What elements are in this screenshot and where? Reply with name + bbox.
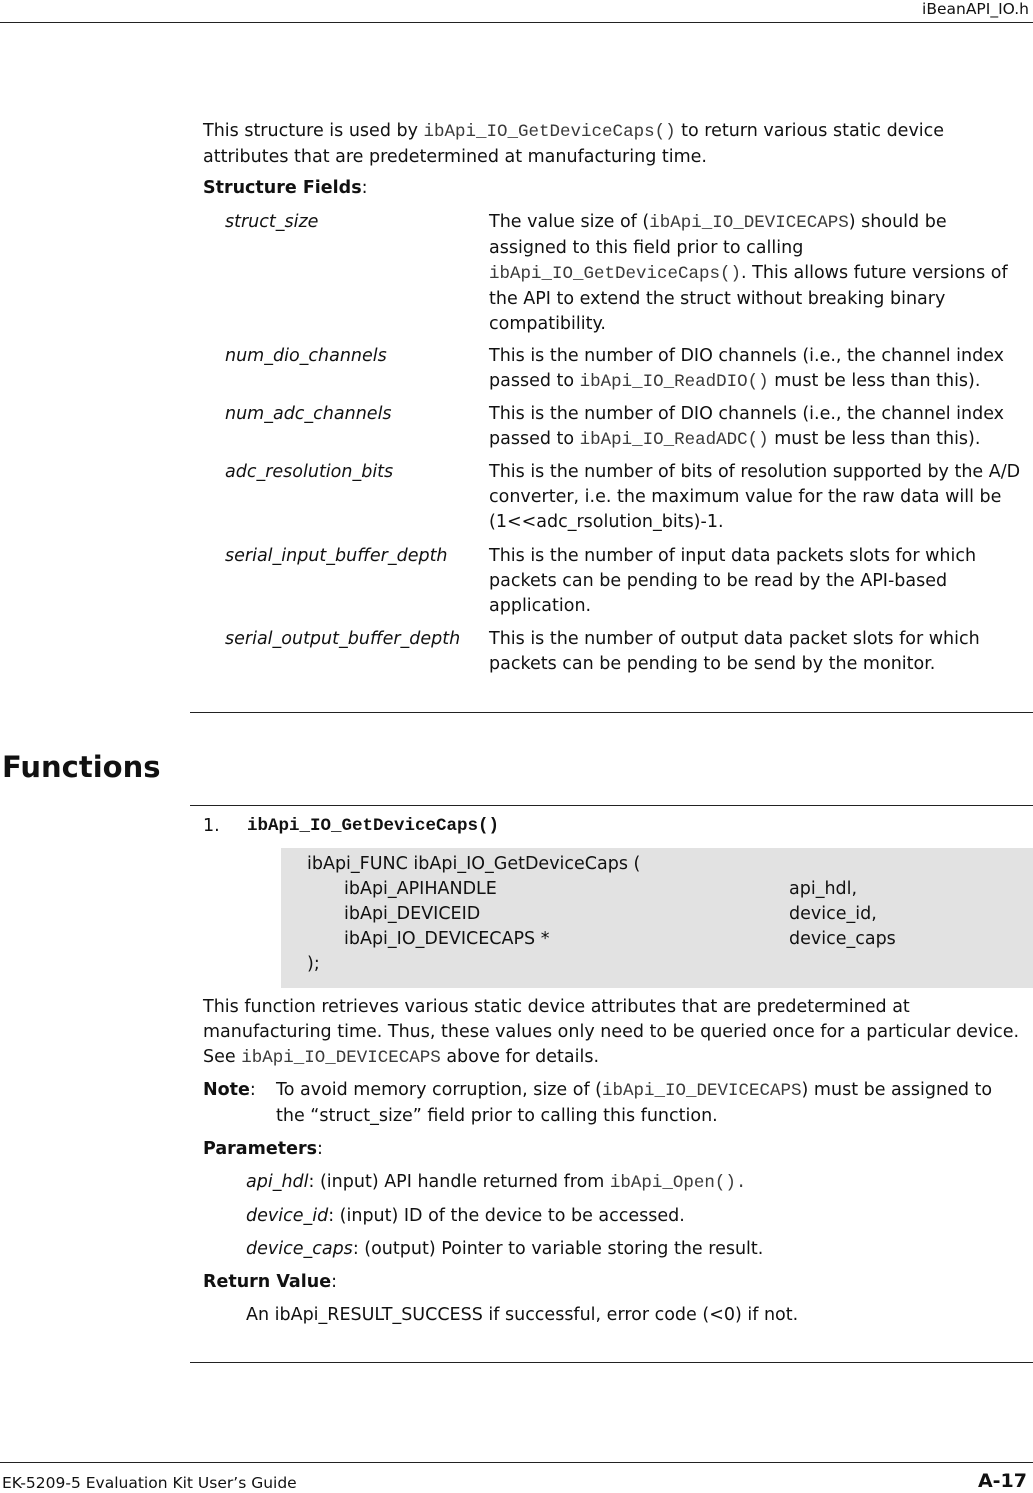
field-name-adc-resolution-bits: adc_resolution_bits [225,462,394,482]
note-text-post: ) must be assigned to the “struct_size” field prior to calling this function. [276,1080,993,1126]
field-desc-text: . This allows future versions of the API to extend the struct without breaking binary compatibility. [489,263,1008,334]
return-value-text: An ibApi_RESULT_SUCCESS if successful, error code (<0) if not. [246,1305,799,1325]
field-desc-text: ) should be assigned to this field prior to calling [489,212,947,258]
field-desc-num-adc-channels [489,402,1024,453]
field-desc-text: must be less than this). [768,371,981,391]
intro-code: ibApi_IO_GetDeviceCaps() [423,122,676,142]
footer-page-number: A-17 [977,1470,1027,1492]
parameter-item [246,1237,763,1262]
parameter-name: api_hdl [246,1172,309,1192]
field-desc-adc-resolution-bits: This is the number of bits of resolution supported by the A/D converter, i.e. the maximum value for the raw data will be (1<<adc_rsolution_bits)-1. [489,462,1021,532]
prototype-param-type: ibApi_DEVICEID [344,904,481,924]
function-description [203,995,1028,1071]
field-desc-code: ibApi_IO_DEVICECAPS [649,213,849,233]
note-code: ibApi_IO_DEVICECAPS [602,1081,802,1101]
note-label: Note: [203,1080,256,1100]
function-number: 1. [203,816,220,836]
section-rule [190,712,1033,713]
field-name-num-dio-channels: num_dio_channels [225,346,387,366]
note-text-pre: To avoid memory corruption, size of ( [276,1080,602,1100]
running-header-title: iBeanAPI_IO.h [922,0,1029,18]
function-rule-top [190,805,1033,806]
field-desc-text: This is the number of DIO channels (i.e., the channel index passed to [489,404,1005,449]
field-desc-text: This is the number of DIO channels (i.e., the channel index passed to [489,346,1005,391]
return-value-heading: Return Value: [203,1272,337,1292]
parameter-item [246,1204,685,1229]
structure-fields-label: Structure Fields [203,178,362,198]
field-name-num-adc-channels: num_adc_channels [225,404,392,424]
function-rule-bottom [190,1362,1033,1363]
parameter-desc: : (input) API handle returned from [308,1172,610,1192]
header-rule [0,22,1033,23]
field-name-serial-output-buffer-depth: serial_output_buffer_depth [225,629,461,649]
footer-rule [0,1462,1033,1463]
parameter-desc: : (input) ID of the device to be accessed. [328,1206,685,1226]
intro-text-pre: This structure is used by [203,121,424,141]
field-name-struct-size: struct_size [225,212,319,232]
field-desc-text: must be less than this). [768,429,981,449]
return-value-label: Return Value [203,1272,332,1292]
field-desc-code: ibApi_IO_GetDeviceCaps() [489,264,742,284]
structure-fields-heading: Structure Fields: [203,178,368,198]
description-text: above for details. [440,1047,600,1067]
function-prototype-box [281,848,1033,988]
prototype-param-type: ibApi_APIHANDLE [344,879,497,899]
field-desc-num-dio-channels [489,344,1024,395]
prototype-close: ); [307,954,320,974]
function-name: ibApi_IO_GetDeviceCaps() [247,816,500,836]
field-desc-code: ibApi_IO_ReadADC() [579,430,769,450]
field-name-serial-input-buffer-depth: serial_input_buffer_depth [225,546,448,566]
prototype-param-name: device_id, [789,904,877,924]
parameter-desc: : (output) Pointer to variable storing the result. [352,1239,764,1259]
intro-text-post: to return various static device attributes that are predetermined at manufacturing time. [203,121,945,167]
parameter-name: device_id [246,1206,329,1226]
parameters-label: Parameters [203,1139,317,1159]
note-label-text: Note [203,1080,250,1100]
footer-guide-title: EK-5209-5 Evaluation Kit User’s Guide [2,1474,297,1492]
field-desc-struct-size [489,210,1024,337]
parameter-name: device_caps [246,1239,353,1259]
field-desc-text: The value size of ( [489,212,650,232]
prototype-param-name: api_hdl, [789,879,858,899]
intro-paragraph [203,119,1003,170]
description-code: ibApi_IO_DEVICECAPS [241,1048,441,1068]
description-text: This function retrieves various static device attributes that are predetermined at manufacturing time. Thus, these values only need to be queried once for a particular device. See [203,997,1020,1067]
parameter-code: ibApi_Open(). [609,1173,747,1193]
field-desc-serial-input-buffer-depth: This is the number of input data packets slots for which packets can be pending to be read by the API-based application. [489,546,977,616]
prototype-signature: ibApi_FUNC ibApi_IO_GetDeviceCaps ( [307,854,641,874]
prototype-param-type: ibApi_IO_DEVICECAPS * [344,929,550,949]
field-desc-code: ibApi_IO_ReadDIO() [579,372,769,392]
parameter-item [246,1170,746,1196]
note-text [276,1078,1026,1129]
parameters-heading: Parameters: [203,1139,323,1159]
field-desc-serial-output-buffer-depth: This is the number of output data packet slots for which packets can be pending to be send by the monitor. [489,629,980,674]
prototype-param-name: device_caps [789,929,896,949]
functions-heading: Functions [2,750,161,784]
